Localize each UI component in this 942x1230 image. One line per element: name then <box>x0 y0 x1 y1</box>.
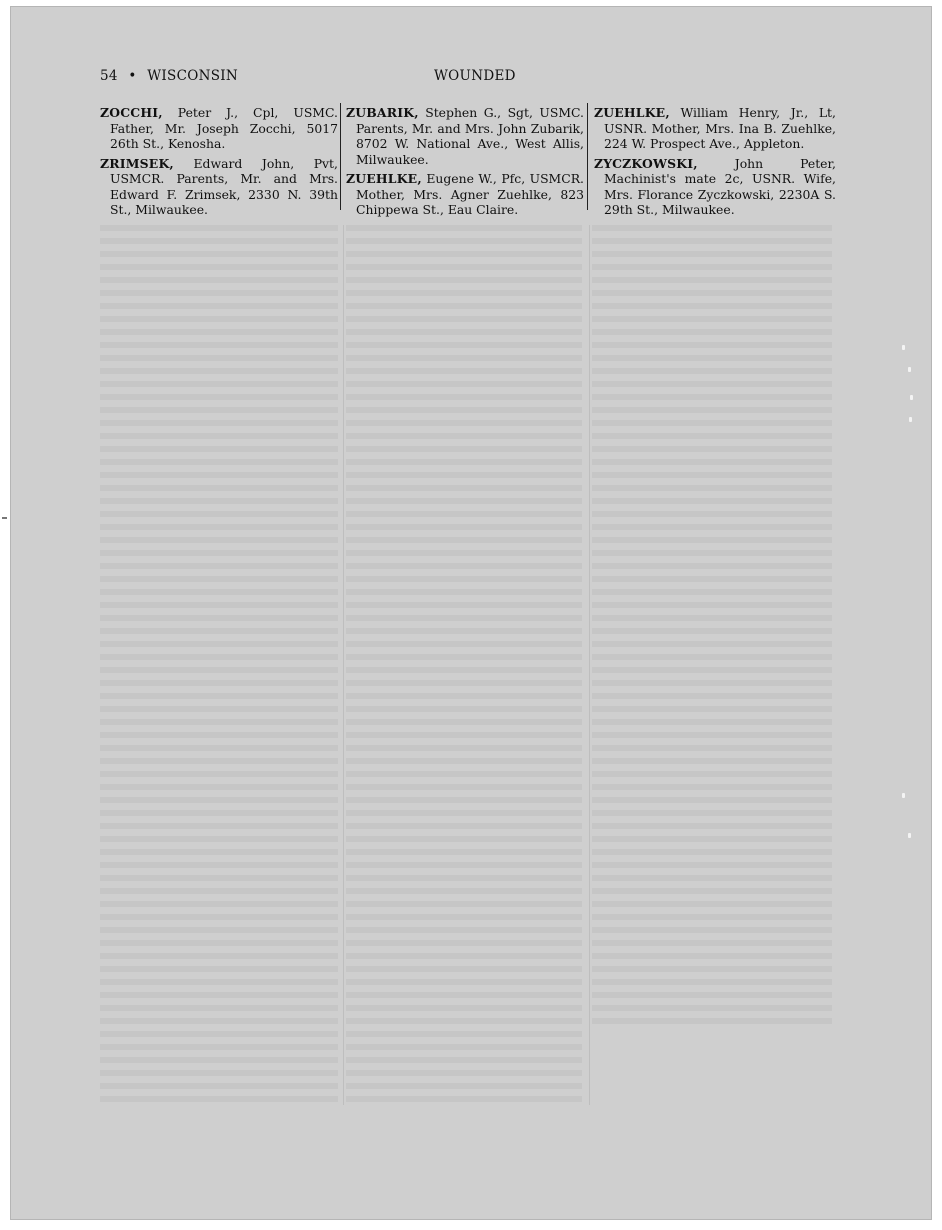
show-through-text-middle <box>346 225 582 1105</box>
entry-details: Peter J., Cpl, USMC. Father, Mr. Joseph Zocchi, 5017 26th St., Kenosha. <box>110 105 338 151</box>
show-through-text-right <box>592 225 832 1025</box>
entry-details: Stephen G., Sgt, USMC. Parents, Mr. and Mrs. John Zubarik, 8702 W. National Ave., West Allis, Milwaukee. <box>356 105 584 167</box>
state-name: WISCONSIN <box>147 68 238 84</box>
entry-surname: ZRIMSEK, <box>100 155 174 171</box>
entry-surname: ZUBARIK, <box>346 105 419 120</box>
casualty-entry <box>100 105 338 152</box>
casualty-entry <box>594 156 836 218</box>
casualty-entry <box>346 171 584 218</box>
entry-surname: ZUEHLKE, <box>594 105 670 120</box>
casualty-entry <box>346 105 584 167</box>
paper-speck <box>902 793 905 798</box>
header-left <box>100 68 238 84</box>
paper-speck <box>909 417 912 422</box>
entry-surname: ZOCCHI, <box>100 105 163 120</box>
entry-details: Eugene W., Pfc, USMCR. Mother, Mrs. Agner Zuehlke, 823 Chippewa St., Eau Claire. <box>356 171 584 217</box>
column-3 <box>594 105 836 222</box>
show-through-rule <box>343 225 344 1105</box>
section-title: WOUNDED <box>434 68 516 84</box>
entry-details: William Henry, Jr., Lt, USNR. Mother, Mrs. Ina B. Zuehlke, 224 W. Prospect Ave., Appleton. <box>604 105 836 151</box>
paper-speck <box>908 833 911 838</box>
edge-mark <box>2 517 7 519</box>
paper-speck <box>902 345 905 350</box>
entry-details: John Peter, Machinist's mate 2c, USNR. Wife, Mrs. Florance Zyczkowski, 2230A S. 29th St., Milwaukee. <box>604 155 836 217</box>
casualty-entry <box>594 105 836 152</box>
column-2 <box>346 105 584 222</box>
paper-speck <box>910 395 913 400</box>
entry-surname: ZYCZKOWSKI, <box>594 155 698 171</box>
column-divider <box>587 103 588 210</box>
show-through-text-left <box>100 225 338 1105</box>
page-header <box>100 68 840 88</box>
show-through-rule <box>589 225 590 1105</box>
bullet-icon: • <box>128 68 137 84</box>
entry-details: Edward John, Pvt, USMCR. Parents, Mr. and Mrs. Edward F. Zrimsek, 2330 N. 39th St., Milwaukee. <box>110 155 338 217</box>
page-number: 54 <box>100 68 118 84</box>
paper-speck <box>908 367 911 372</box>
binding-holes <box>900 345 916 845</box>
column-1 <box>100 105 338 222</box>
casualty-entry <box>100 156 338 218</box>
entry-surname: ZUEHLKE, <box>346 171 422 186</box>
column-divider <box>340 103 341 210</box>
